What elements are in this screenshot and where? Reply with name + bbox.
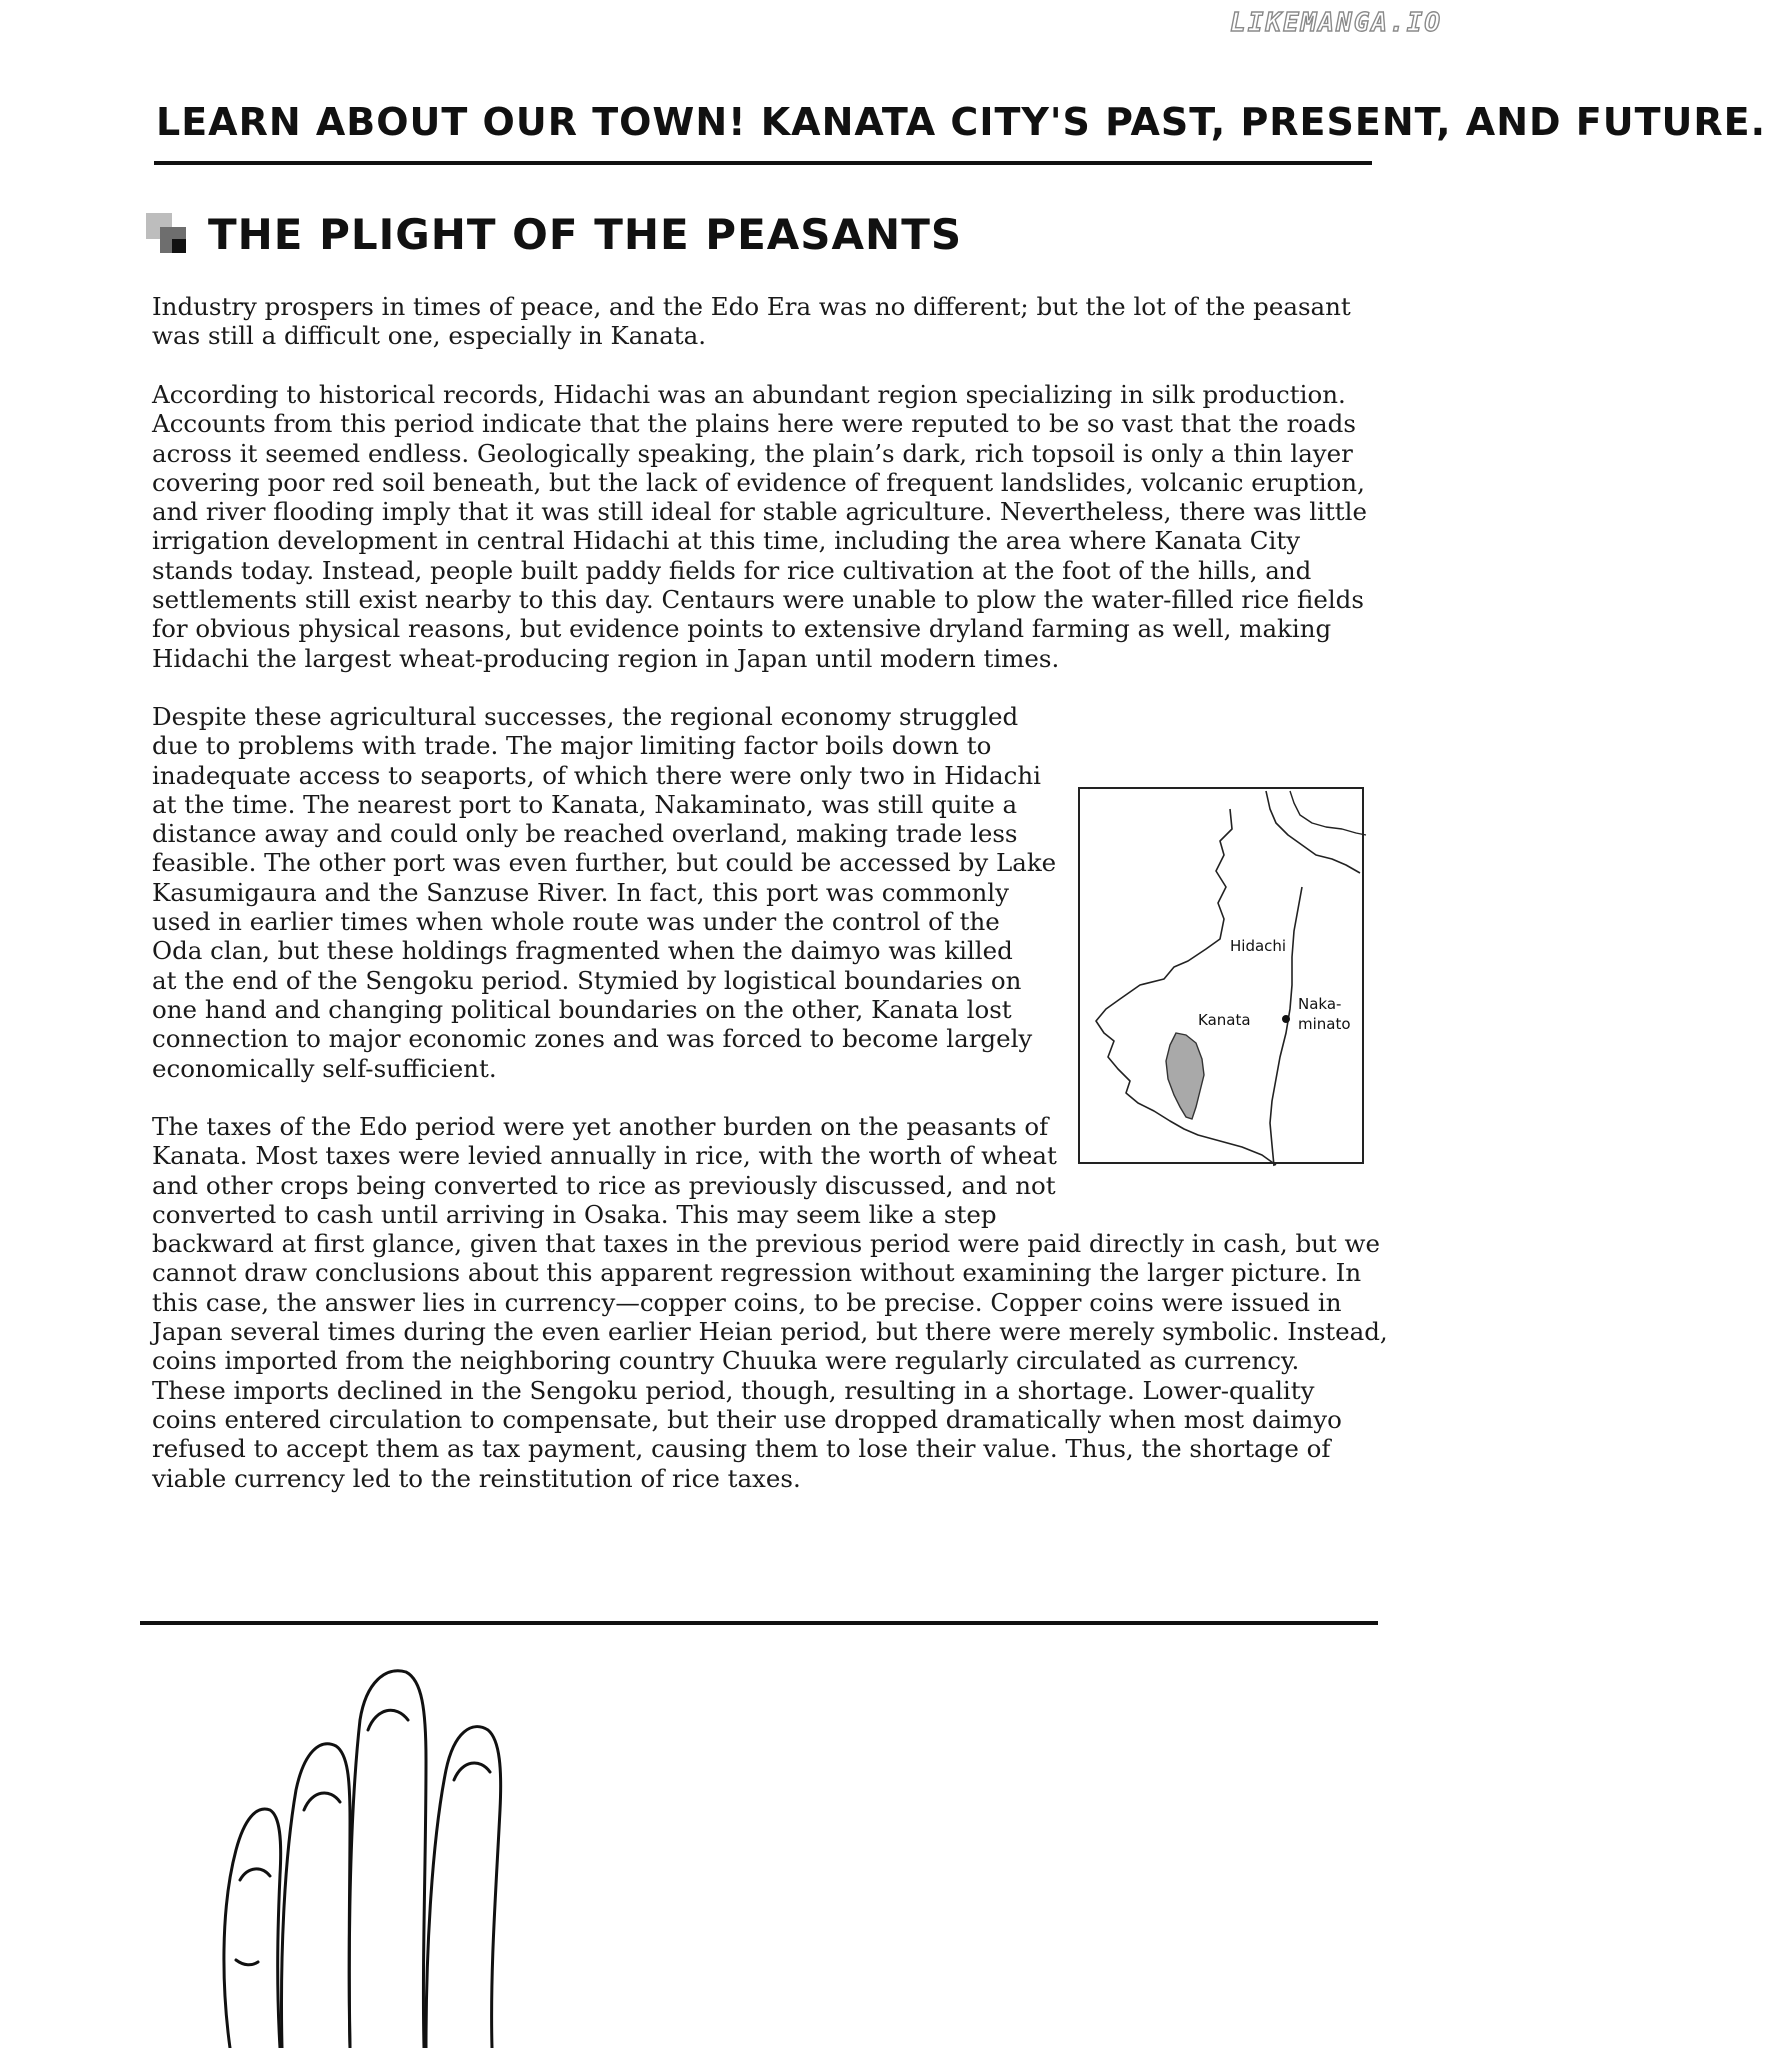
text-line: Despite these agricultural successes, the regional economy struggled bbox=[152, 702, 1019, 731]
text-line: distance away and could only be reached overland, making trade less bbox=[152, 819, 1018, 849]
text-line: connection to major economic zones and was forced to become largely bbox=[152, 1024, 1033, 1054]
text-line: These imports declined in the Sengoku period, though, resulting in a shortage. Lower-quality bbox=[152, 1375, 1315, 1405]
text-line: covering poor red soil beneath, but the lack of evidence of frequent landslides, volcanic eruption, bbox=[152, 467, 1365, 497]
text-line: for obvious physical reasons, but evidence points to extensive dryland farming as well, making bbox=[152, 614, 1332, 644]
text-line: refused to accept them as tax payment, causing them to lose their value. Thus, the shortage of bbox=[152, 1434, 1331, 1464]
text-line: due to problems with trade. The major limiting factor boils down to bbox=[152, 731, 992, 761]
text-line: viable currency led to the reinstitution of rice taxes. bbox=[152, 1463, 801, 1493]
text-line: backward at first glance, given that taxes in the previous period were paid directly in cash, but we bbox=[152, 1229, 1381, 1259]
text-line: irrigation development in central Hidachi at this time, including the area where Kanata City bbox=[152, 526, 1301, 556]
text-line: Japan several times during the even earlier Heian period, but there were merely symbolic. Instead, bbox=[152, 1317, 1388, 1347]
page-header: LEARN ABOUT OUR TOWN! KANATA CITY'S PAST, PRESENT, AND FUTURE. bbox=[156, 100, 1766, 144]
text-line: settlements still exist nearby to this day. Centaurs were unable to plow the water-filled rice fields bbox=[152, 585, 1364, 615]
text-line: used in earlier times when whole route was under the control of the bbox=[152, 907, 1000, 937]
text-line: this case, the answer lies in currency—copper coins, to be precise. Copper coins were issued in bbox=[152, 1287, 1342, 1317]
text-line: Oda clan, but these holdings fragmented when the daimyo was killed bbox=[152, 936, 1013, 966]
map-drawing bbox=[1080, 789, 1366, 1166]
nakaminato-marker bbox=[1282, 1015, 1290, 1023]
kanata-region bbox=[1166, 1033, 1204, 1119]
text-line: Kasumigaura and the Sanzuse River. In fact, this port was commonly bbox=[152, 877, 1009, 907]
text-line: cannot draw conclusions about this apparent regression without examining the larger picture. In bbox=[152, 1258, 1362, 1288]
map-label-hidachi: Hidachi bbox=[1230, 937, 1287, 955]
text-line: coins imported from the neighboring country Chuuka were regularly circulated as currency. bbox=[152, 1346, 1300, 1376]
header-rule bbox=[154, 161, 1372, 165]
text-line: stands today. Instead, people built paddy fields for rice cultivation at the foot of the hills, and bbox=[152, 555, 1312, 585]
text-line: one hand and changing political boundaries on the other, Kanata lost bbox=[152, 994, 1012, 1024]
text-line: The taxes of the Edo period were yet another burden on the peasants of bbox=[152, 1112, 1049, 1141]
paragraph-1 bbox=[152, 292, 1351, 351]
text-line: feasible. The other port was even further, but could be accessed by Lake bbox=[152, 848, 1057, 878]
text-line: economically self-sufficient. bbox=[152, 1053, 497, 1083]
text-line: converted to cash until arriving in Osaka. This may seem like a step bbox=[152, 1199, 997, 1229]
bottom-rule bbox=[140, 1621, 1378, 1625]
paragraph-2 bbox=[152, 380, 1367, 673]
text-line: Accounts from this period indicate that the plains here were reputed to be so vast that the roads bbox=[152, 409, 1356, 439]
text-line: Industry prospers in times of peace, and the Edo Era was no different; but the lot of the peasant bbox=[152, 292, 1351, 321]
text-line: inadequate access to seaports, of which there were only two in Hidachi bbox=[152, 760, 1041, 790]
map-label-kanata: Kanata bbox=[1198, 1011, 1251, 1029]
section-title: THE PLIGHT OF THE PEASANTS bbox=[208, 210, 963, 259]
text-line: Hidachi the largest wheat-producing region in Japan until modern times. bbox=[152, 643, 1060, 673]
text-line: Kanata. Most taxes were levied annually in rice, with the worth of wheat bbox=[152, 1141, 1057, 1171]
text-line: and other crops being converted to rice as previously discussed, and not bbox=[152, 1170, 1056, 1200]
text-line: across it seemed endless. Geologically speaking, the plain’s dark, rich topsoil is only a thin layer bbox=[152, 438, 1353, 468]
text-line: was still a difficult one, especially in Kanata. bbox=[152, 321, 707, 351]
text-line: According to historical records, Hidachi was an abundant region specializing in silk production. bbox=[152, 380, 1346, 409]
text-line: at the end of the Sengoku period. Stymied by logistical boundaries on bbox=[152, 965, 1022, 995]
region-map bbox=[1078, 787, 1364, 1164]
map-label-naka: Naka- bbox=[1298, 995, 1342, 1013]
map-label-minato: minato bbox=[1298, 1015, 1351, 1033]
section-squares-icon bbox=[146, 213, 190, 257]
watermark: LIKEMANGA.IO bbox=[1230, 8, 1442, 38]
text-line: at the time. The nearest port to Kanata, Nakaminato, was still quite a bbox=[152, 789, 1018, 819]
text-line: coins entered circulation to compensate, but their use dropped dramatically when most daimyo bbox=[152, 1404, 1342, 1434]
hand-illustration bbox=[200, 1660, 1200, 2048]
paragraph-4 bbox=[152, 1112, 1388, 1493]
section-heading bbox=[146, 210, 962, 259]
text-line: and river flooding imply that it was still ideal for stable agriculture. Nevertheless, there was little bbox=[152, 497, 1367, 527]
paragraph-3 bbox=[152, 702, 1056, 1083]
